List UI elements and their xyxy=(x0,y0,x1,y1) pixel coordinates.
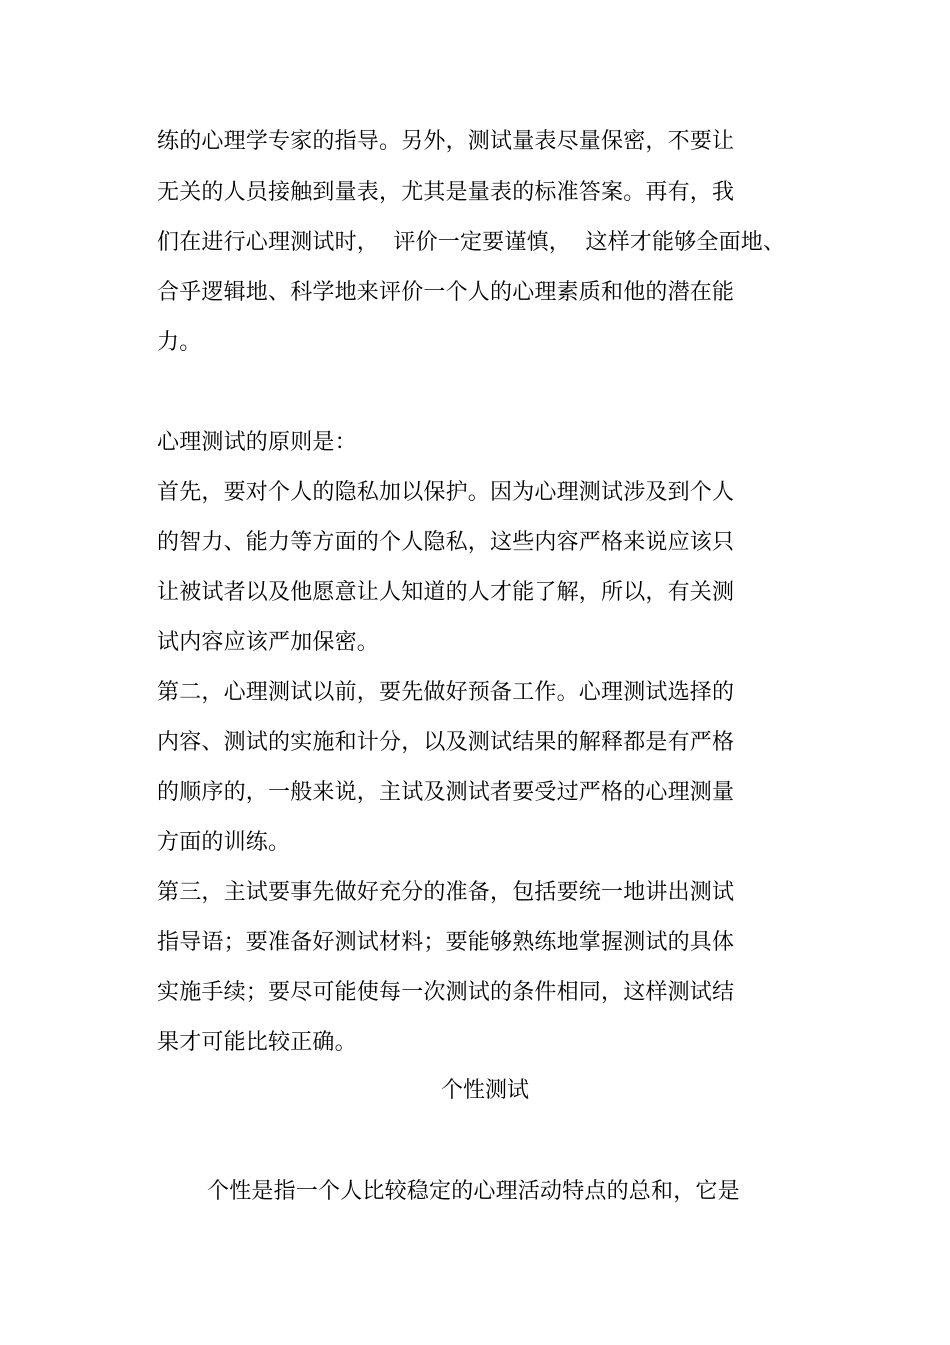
paragraph-line: 第二，心理测试以前，要先做好预备工作。心理测试选择的 xyxy=(157,680,735,705)
paragraph-line: 们在进行心理测试时， 评价一定要谨慎， 这样才能够全面地、 xyxy=(157,230,786,255)
paragraph-line: 的智力、能力等方面的个人隐私，这些内容严格来说应该只 xyxy=(157,530,735,555)
paragraph-line: 试内容应该严加保密。 xyxy=(157,630,380,655)
paragraph-line: 练的心理学专家的指导。另外，测试量表尽量保密，不要让 xyxy=(157,129,735,154)
paragraph-line: 合乎逻辑地、科学地来评价一个人的心理素质和他的潜在能 xyxy=(157,280,735,305)
paragraph-line: 的顺序的，一般来说，主试及测试者要受过严格的心理测量 xyxy=(157,780,735,805)
paragraph-line: 力。 xyxy=(157,330,202,355)
paragraph-line: 指导语；要准备好测试材料；要能够熟练地掌握测试的具体 xyxy=(157,930,735,955)
paragraph-line: 实施手续；要尽可能使每一次测试的条件相同，这样测试结 xyxy=(157,980,735,1005)
section-heading: 个性测试 xyxy=(440,1078,529,1103)
paragraph-line: 果才可能比较正确。 xyxy=(157,1030,357,1055)
paragraph-line: 内容、测试的实施和计分，以及测试结果的解释都是有严格 xyxy=(157,730,735,755)
paragraph-line: 首先，要对个人的隐私加以保护。因为心理测试涉及到个人 xyxy=(157,480,735,505)
principles-title: 心理测试的原则是： xyxy=(157,430,357,455)
paragraph-line: 个性是指一个人比较稳定的心理活动特点的总和，它是 xyxy=(207,1179,740,1204)
paragraph-line: 方面的训练。 xyxy=(157,830,291,855)
paragraph-line: 无关的人员接触到量表，尤其是量表的标准答案。再有，我 xyxy=(157,180,735,205)
paragraph-line: 第三，主试要事先做好充分的准备，包括要统一地讲出测试 xyxy=(157,880,735,905)
paragraph-line: 让被试者以及他愿意让人知道的人才能了解，所以，有关测 xyxy=(157,580,735,605)
